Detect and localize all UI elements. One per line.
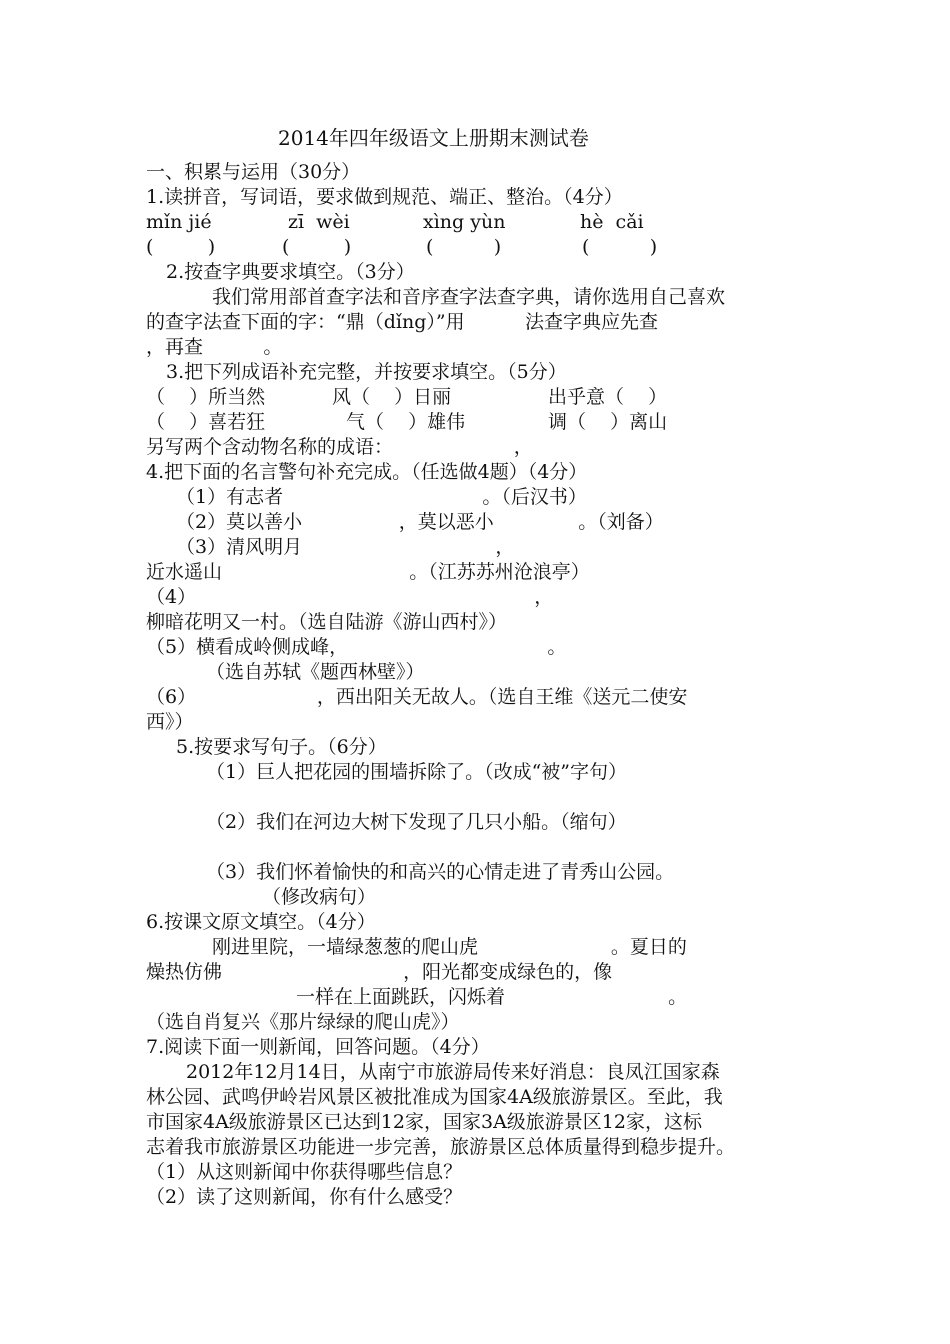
- quote-line: （2）莫以善小 ，莫以恶小 。（刘备）: [176, 511, 664, 533]
- answer-blank-4: ( ): [582, 236, 658, 258]
- idiom-item: 气（ ）雄伟: [346, 411, 466, 433]
- news-paragraph-line: 市国家4A级旅游景区已达到12家，国家3A级旅游景区12家，这标: [146, 1111, 702, 1133]
- quote-line: （选自苏轼《题西林壁》）: [206, 661, 425, 683]
- idiom-item: （ ）所当然: [146, 386, 266, 408]
- news-question: （1）从这则新闻中你获得哪些信息？: [146, 1161, 463, 1183]
- question-2-prompt: 2.按查字典要求填空。（3分）: [166, 261, 415, 283]
- question-2-line: ，再查 。: [146, 336, 283, 358]
- question-1-prompt: 1.读拼音，写词语，要求做到规范、端正、整治。（4分）: [146, 186, 623, 208]
- question-2-line: 我们常用部首查字法和音序查字法查字典，请你选用自己喜欢: [212, 286, 726, 308]
- answer-blank-2: ( ): [282, 236, 352, 258]
- sentence-task: （2）我们在河边大树下发现了几只小船。（缩句）: [206, 811, 627, 833]
- pinyin-4: hè cǎi: [580, 211, 644, 233]
- page-title: 2014年四年级语文上册期末测试卷: [278, 126, 589, 150]
- question-2-line: 的查字法查下面的字：“鼎（dǐng）”用 法查字典应先查: [146, 311, 658, 333]
- pinyin-3: xìng yùn: [423, 211, 506, 233]
- quote-line: 近水遥山 。（江苏苏州沧浪亭）: [146, 561, 590, 583]
- recite-line: （选自肖复兴《那片绿绿的爬山虎》）: [146, 1011, 460, 1033]
- quote-line: 西》）: [146, 711, 194, 733]
- quote-line: （6） ，西出阳关无故人。（选自王维《送元二使安: [146, 686, 688, 708]
- news-paragraph-line: 志着我市旅游景区功能进一步完善，旅游景区总体质量得到稳步提升。: [146, 1136, 736, 1158]
- recite-line: 一样在上面跳跃，闪烁着 。: [296, 986, 688, 1008]
- question-6-prompt: 6.按课文原文填空。（4分）: [146, 911, 376, 933]
- idiom-item: （ ）喜若狂: [146, 411, 266, 433]
- idiom-item: 出乎意（ ）: [548, 386, 668, 408]
- animal-idiom-line: 另写两个含动物名称的成语： ，: [146, 436, 533, 458]
- answer-blank-3: ( ): [426, 236, 502, 258]
- news-paragraph-line: 林公园、武鸣伊岭岩风景区被批准成为国家4A级旅游景区。至此，我: [146, 1086, 723, 1108]
- sentence-task: （3）我们怀着愉快的和高兴的心情走进了青秀山公园。: [206, 861, 675, 883]
- quote-line: （4） ，: [146, 586, 554, 608]
- recite-line: 燥热仿佛 ，阳光都变成绿色的，像: [146, 961, 613, 983]
- question-4-prompt: 4.把下面的名言警句补充完成。（任选做4题）（4分）: [146, 461, 588, 483]
- section-heading: 一、积累与运用（30分）: [146, 161, 361, 183]
- idiom-item: 风（ ）日丽: [332, 386, 452, 408]
- quote-line: （1）有志者 。（后汉书）: [176, 486, 587, 508]
- news-question: （2）读了这则新闻，你有什么感受？: [146, 1186, 463, 1208]
- quote-line: （3）清风明月 ，: [176, 536, 515, 558]
- question-3-prompt: 3.把下列成语补充完整，并按要求填空。（5分）: [166, 361, 567, 383]
- quote-line: （5）横看成岭侧成峰， 。: [146, 636, 567, 658]
- question-5-prompt: 5.按要求写句子。（6分）: [176, 736, 387, 758]
- idiom-item: 调（ ）离山: [548, 411, 668, 433]
- pinyin-2: zī wèi: [288, 211, 350, 233]
- question-7-prompt: 7.阅读下面一则新闻，回答问题。（4分）: [146, 1036, 490, 1058]
- sentence-task: （修改病句）: [262, 886, 377, 908]
- news-paragraph-line: 2012年12月14日，从南宁市旅游局传来好消息：良凤江国家森: [186, 1061, 720, 1083]
- answer-blank-1: ( ): [146, 236, 216, 258]
- quote-line: 柳暗花明又一村。（选自陆游《游山西村》）: [146, 611, 508, 633]
- sentence-task: （1）巨人把花园的围墙拆除了。（改成“被”字句）: [206, 761, 628, 783]
- recite-line: 刚进里院，一墙绿葱葱的爬山虎 。夏日的: [212, 936, 687, 958]
- pinyin-1: mǐn jié: [146, 211, 212, 233]
